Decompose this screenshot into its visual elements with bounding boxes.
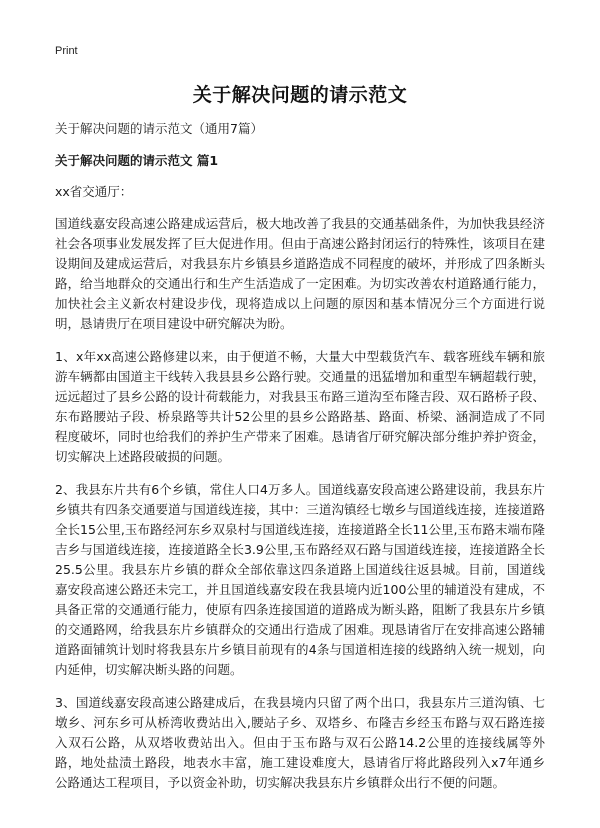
section-heading: 关于解决问题的请示范文 篇1 xyxy=(55,153,219,168)
document-body xyxy=(55,120,545,806)
paragraph-intro: 国道线嘉安段高速公路建成运营后，极大地改善了我县的交通基础条件，为加快我县经济社会各项事业发展发挥了巨大促进作用。但由于高速公路封闭运行的特殊性，该项目在建设期间及建成运营后，对我县东片乡镇县乡道路造成不同程度的破坏，并形成了四条断头路，给当地群众的交通出行和生产生活造成了一定困难。为切实改善农村道路通行能力，加快社会主义新农村建设步伐，现将造成以上问题的原因和基本情况分三个方面进行说明，恳请贵厅在项目建设中研究解决为盼。 xyxy=(55,216,545,331)
document-title: 关于解决问题的请示范文 xyxy=(192,84,408,106)
paragraph-point-2: 2、我县东片共有6个乡镇，常住人口4万多人。国道线嘉安段高速公路建设前，我县东片乡镇共有四条交通要道与国道线连接，其中：三道沟镇经七墩乡与国道线连接，连接道路全长15公里,玉布路经河东乡双泉村与国道线连接，连接道路全长11公里,玉布路末端布隆吉乡与国道线连接，连接道路全长3.9公里,玉布路经双石路与国道线连接，连接道路全长25.5公里。我县东片乡镇的群众全部依靠这四条道路上国道线往返县城。目前，国道线嘉安段高速公路还未完工，并且国道线嘉安段在我县境内近100公里的辅道没有建成，不具备正常的交通通行能力，使原有四条连接国道的道路成为断头路，阻断了我县东片乡镇的交通路网，给我县东片乡镇群众的交通出行造成了困难。现恳请省厅在安排高速公路辅道路面铺筑计划时将我县东片乡镇目前现有的4条与国道相连接的线路纳入统一规划，向内延伸，切实解决断头路的问题。 xyxy=(55,482,545,677)
print-link[interactable]: Print xyxy=(55,45,78,57)
paragraph-point-3: 3、国道线嘉安段高速公路建成后，在我县境内只留了两个出口，我县东片三道沟镇、七墩乡、河东乡可从桥湾收费站出入,腰站子乡、双塔乡、布隆吉乡经玉布路与双石路连接入双石公路，从双塔收费站出入。但由于玉布路与双石公路14.2公里的连接线属等外路，地处盐渍土路段，地表水丰富，施工建设难度大，恳请省厅将此路段列入x7年通乡公路通达工程项目，予以资金补助，切实解决我县东片乡镇群众出行不便的问题。 xyxy=(55,695,545,790)
document-subtitle: 关于解决问题的请示范文（通用7篇） xyxy=(55,121,263,136)
paragraph-point-1: 1、x年xx高速公路修建以来，由于便道不畅，大量大中型载货汽车、载客班线车辆和旅游车辆都由国道主干线转入我县县乡公路行驶。交通量的迅猛增加和重型车辆超载行驶，远远超过了县乡公路的设计荷载能力，对我县玉布路三道沟至布隆吉段、双石路桥子段、东布路腰站子段、桥泉路等共计52公里的县乡公路路基、路面、桥梁、涵洞造成了不同程度破坏，同时也给我们的养护生产带来了困难。恳请省厅研究解决部分维护养护资金，切实解决上述路段破损的问题。 xyxy=(55,349,545,464)
salutation: xx省交通厅： xyxy=(55,184,133,199)
